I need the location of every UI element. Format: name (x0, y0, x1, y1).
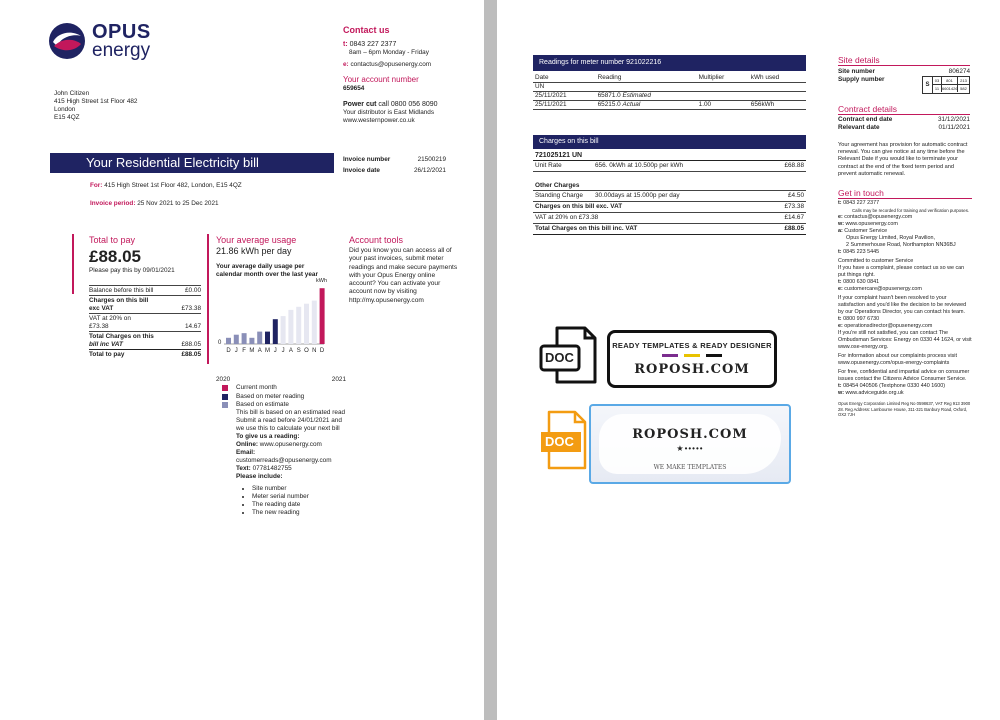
inc-vat-value: £88.05 (784, 225, 804, 232)
col-kwh: kWh used (749, 74, 806, 83)
col-date: Date (533, 74, 596, 83)
touch-line-prefix: e: (838, 214, 845, 220)
usage-years (216, 376, 346, 384)
touch-line (838, 214, 972, 221)
legend-swatch-current (222, 385, 228, 391)
reading-kwh (749, 92, 806, 101)
balance-label: Balance before this bill (89, 287, 154, 294)
year-start: 2020 (216, 376, 231, 383)
doc-label-black: DOC (545, 350, 574, 365)
touch-lines (838, 200, 972, 397)
include-label: Please include: (236, 473, 283, 480)
site-number-row (838, 68, 970, 76)
invoice-date-label: Invoice date (343, 167, 380, 174)
charges-inc-label2: bill inc VAT (89, 341, 123, 348)
touch-line-text: If your complaint hasn't been resolved to your satisfaction and you'd like the decision to be reviewed by our Operations Director, you can contact his team. (838, 295, 967, 315)
total-pay-row (89, 349, 201, 359)
touch-line (838, 221, 972, 228)
charges-meter: 721025121 UN (533, 151, 806, 161)
doc-file-icon-orange (539, 410, 589, 470)
month-tick-label: F (242, 348, 246, 354)
usage-bar (249, 338, 254, 344)
legend-estimate (222, 401, 347, 409)
tools-title: Account tools (349, 235, 404, 245)
online-label: Online: (236, 441, 259, 448)
touch-line (838, 279, 972, 286)
touch-line-text[interactable]: operationsdirector@opusenergy.com (844, 323, 933, 329)
relevant-date-row (838, 124, 970, 132)
supply-number-label: Supply number (838, 76, 885, 83)
usage-bar (242, 333, 247, 344)
period-label: Invoice period: (90, 200, 136, 207)
reads-email-label: Email: (236, 449, 256, 456)
opus-energy-logo (48, 20, 168, 64)
usage-bar (273, 319, 278, 344)
month-tick-label: J (273, 348, 277, 354)
touch-line-text: Committed to customer Service (838, 258, 914, 264)
year-end: 2021 (331, 376, 346, 383)
supply-cell: 11 (933, 85, 942, 92)
period-value: 25 Nov 2021 to 25 Dec 2021 (137, 200, 219, 207)
banner1-title: READY TEMPLATES & READY DESIGNER (612, 341, 772, 350)
readings-meter-row (533, 83, 806, 92)
month-tick-label: D (226, 348, 231, 354)
supply-cell: 6601426 (942, 86, 958, 91)
touch-line-text[interactable]: If you're still not satisfied, you can contact The Ombudsman Services: Energy on 0330 44 1624, or visit www.ose-energy.org. (838, 330, 972, 350)
invoice-period (90, 200, 219, 208)
unit-rate-detail: 656. 0kWh at 10.500p per kWh (595, 162, 684, 169)
supply-number-box (922, 76, 970, 94)
charges-exc-row (89, 295, 201, 313)
include-list (222, 485, 347, 517)
power-cut-label: Power cut (343, 101, 377, 108)
inc-vat-label: Total Charges on this bill inc. VAT (535, 225, 638, 232)
month-tick-label: A (288, 348, 293, 354)
touch-line-prefix: t: (838, 383, 844, 389)
reading-date: 25/11/2021 (533, 101, 596, 110)
usage-bar (257, 332, 262, 344)
usage-bar (281, 316, 286, 344)
chart-unit-label: kWh (316, 278, 327, 284)
reading-kwh: 656kWh (749, 101, 806, 110)
include-item: • Site number (252, 485, 347, 493)
bill-for (90, 182, 242, 190)
total-amount: £88.05 (89, 247, 141, 266)
touch-line-prefix: t: (838, 200, 844, 206)
promo-banner-we-make-templates[interactable] (589, 404, 791, 484)
touch-line-text: 0843 227 2377 (843, 200, 880, 206)
touch-title: Get in touch (838, 188, 972, 199)
touch-line-prefix: w: (838, 390, 846, 396)
supply-s: S (923, 77, 933, 93)
contact-panel (343, 24, 473, 125)
distributor-url[interactable]: www.westernpower.co.uk (343, 117, 415, 124)
vat-label: VAT at 20% on (89, 315, 131, 322)
divider-purple (662, 354, 678, 357)
touch-line (838, 249, 972, 256)
contact-title: Contact us (343, 25, 390, 35)
total-pay-value: £88.05 (181, 351, 201, 358)
touch-line-prefix: a: (838, 228, 845, 234)
usage-title: Your average usage (216, 235, 297, 245)
legend-reading-label: Based on meter reading (236, 393, 305, 400)
relevant-date: 01/11/2021 (938, 124, 970, 131)
usage-bar (296, 307, 301, 344)
unit-rate-row (533, 161, 806, 172)
total-breakdown (89, 285, 201, 359)
table-row (533, 101, 806, 110)
charges-title-bar: Charges on this bill (533, 135, 806, 149)
balance-value: £0.00 (185, 287, 201, 294)
reading-multiplier (697, 92, 749, 101)
legend-swatch-reading (222, 394, 228, 400)
touch-line-text[interactable]: contactus@opusenergy.com (844, 214, 913, 220)
touch-line-text: 2 Summerhouse Road, Northampton NN36BJ (846, 242, 956, 248)
include-item: • The reading date (252, 501, 347, 509)
account-number: 659654 (343, 85, 365, 92)
month-tick-label: N (312, 348, 317, 354)
touch-line-prefix: t: (838, 249, 844, 255)
month-tick-label: J (234, 348, 238, 354)
touch-line (838, 330, 972, 351)
bill-page-1 (0, 0, 484, 720)
touch-line (838, 228, 972, 235)
charges-inc-label: Total Charges on this (89, 333, 154, 340)
banner1-name: ROPOSH.COM (634, 362, 750, 377)
site-number: 806274 (948, 68, 970, 75)
bill-title-bar: Your Residential Electricity bill (50, 153, 334, 173)
reading-type: Estimated (622, 92, 651, 99)
standing-detail: 30.00days at 15.000p per day (595, 192, 680, 199)
month-tick-label: A (257, 348, 262, 354)
divider-yellow (684, 354, 700, 357)
touch-line-text: Opus Energy Limited, Royal Pavilion, (846, 235, 935, 241)
touch-line (838, 353, 972, 367)
customer-address (54, 90, 137, 122)
for-label: For: (90, 182, 103, 189)
vat-value: 14.67 (185, 323, 201, 330)
touch-line (838, 200, 972, 207)
promo-banner-ready-templates[interactable] (607, 330, 777, 388)
contact-phone: 0843 227 2377 (349, 41, 397, 48)
touch-line (838, 286, 972, 293)
reads-email[interactable]: customerreads@opusenergy.com (236, 457, 332, 464)
balance-row (89, 285, 201, 295)
estimate-note: This bill is based on an estimated read Submit a read before 24/01/2021 and we use this to calculate your next bill (236, 409, 346, 432)
usage-legend (222, 384, 347, 517)
usage-bar-chart (216, 272, 328, 356)
vat-charge-label: VAT at 20% on £73.38 (535, 214, 599, 221)
invoice-date: 26/12/2021 (414, 167, 446, 174)
month-tick-label: O (304, 348, 309, 354)
charges-exc-label2: exc VAT (89, 305, 114, 312)
month-tick-label: M (249, 348, 255, 354)
tools-text: Did you know you can access all of your past invoices, submit meter readings and make secure payments with your Opus Energy online account? You can activate your account now by visiting http://my.opusenergy.com (349, 247, 458, 304)
address-line-3: E15 4QZ (54, 114, 80, 121)
contract-text: Your agreement has provision for automatic contract renewal. You can give notice at any time before the Relevant Date if you would like to terminate your contract at the end of the fixed term period and prevent automatic renewal. (838, 142, 968, 177)
contract-details (838, 104, 970, 178)
touch-line (838, 383, 972, 390)
touch-line (838, 390, 972, 397)
touch-line (838, 295, 972, 316)
charges-inc-row (89, 331, 201, 349)
contact-email[interactable]: contactus@opusenergy.com (350, 61, 432, 68)
month-tick-label: S (296, 348, 301, 354)
usage-accent-bar (207, 234, 209, 364)
exc-vat-label: Charges on this bill exc. VAT (535, 203, 623, 210)
table-row (533, 92, 806, 101)
touch-line-text: 0845 223 5445 (843, 249, 880, 255)
touch-line-prefix: t: (838, 316, 844, 322)
legend-reading (222, 393, 347, 401)
touch-line-prefix: t: (838, 279, 844, 285)
legend-current (222, 384, 347, 392)
address-line-2: London (54, 106, 76, 113)
legend-estimate-label: Based on estimate (236, 401, 289, 408)
banner1-dividers (610, 354, 774, 357)
touch-line (838, 369, 972, 383)
reading-type: Actual (622, 101, 641, 108)
touch-line-prefix: e: (838, 323, 845, 329)
readings-table (533, 74, 806, 110)
usage-bar (304, 304, 309, 344)
vat-row (89, 313, 201, 331)
total-pay-label: Total to pay (89, 351, 125, 358)
touch-line (838, 323, 972, 330)
legend-swatch-estimate (222, 402, 228, 408)
banner2-stars: ★••••• (676, 444, 704, 453)
legend-current-label: Current month (236, 384, 277, 391)
customer-name: John Citizen (54, 90, 90, 97)
online-url[interactable]: www.opusenergy.com (259, 441, 322, 448)
vat-charge-value: £14.67 (784, 214, 804, 221)
unit-rate-label: Unit Rate (535, 162, 562, 169)
vat-label2: £73.38 (89, 323, 109, 330)
other-charges-title: Other Charges (533, 182, 806, 191)
give-reading: To give us a reading: (236, 433, 300, 440)
touch-line-text: 0800 630 0841 (843, 279, 880, 285)
standing-row (533, 191, 806, 202)
touch-line-text: For free, confidential and impartial advice on consumer issues contact the Citizens Advice Consumer Service. (838, 369, 970, 382)
touch-line (838, 316, 972, 323)
supply-cell: 03 (933, 77, 942, 84)
for-value: 415 High Street 1st Floor 482, London, E15 4QZ (104, 182, 242, 189)
contract-title: Contract details (838, 104, 970, 115)
touch-line-prefix: w: (838, 221, 846, 227)
touch-line (838, 207, 972, 214)
power-cut-phone: call 0800 056 8090 (378, 101, 438, 108)
usage-bar (226, 338, 231, 344)
touch-line (838, 265, 972, 279)
banner2-tag: WE MAKE TEMPLATES (653, 464, 727, 471)
invoice-meta (343, 156, 446, 175)
bill-page-2 (497, 0, 1000, 720)
touch-line-text: Calls may be recorded for training and verification purposes. (852, 208, 970, 213)
relevant-date-label: Relevant date (838, 124, 880, 131)
col-multiplier: Multiplier (697, 74, 749, 83)
touch-line-text: If you have a complaint, please contact us so we can put things right. (838, 265, 965, 278)
supply-cell: 582 (960, 86, 967, 91)
touch-line-text[interactable]: For information about our complaints process visit www.opusenergy.com/opus-energy-complaints (838, 353, 957, 366)
get-in-touch (838, 188, 972, 418)
account-tools-panel (349, 235, 461, 305)
touch-line-text[interactable]: customercare@opusenergy.com (844, 286, 922, 292)
touch-line-text: 08454 040506 (Textphone 0330 440 1600) (843, 383, 946, 389)
supply-grid (933, 77, 969, 93)
supply-number-row (838, 76, 970, 94)
chart-bars (226, 288, 325, 344)
reading-value: 65215.0 (597, 101, 621, 108)
contact-hours: 8am – 6pm Monday - Friday (349, 49, 429, 56)
supply-cell: 213 (960, 78, 967, 83)
touch-line-prefix: e: (838, 286, 845, 292)
invoice-number: 21500219 (417, 156, 446, 163)
exc-vat-value: £73.38 (784, 203, 804, 210)
month-tick-label: D (319, 348, 325, 354)
usage-bar (265, 332, 270, 344)
chart-zero-label: 0 (218, 340, 222, 346)
logo-line1: OPUS (92, 21, 151, 43)
account-label: Your account number (343, 75, 419, 84)
unit-rate-value: £68.88 (784, 162, 804, 169)
reading-multiplier: 1.00 (697, 101, 749, 110)
readings-title-bar: Readings for meter number 921022216 (533, 55, 806, 71)
readings-header-row (533, 74, 806, 83)
vat-charge-row (533, 213, 806, 224)
site-title: Site details (838, 55, 970, 66)
reading-date: 25/11/2021 (533, 92, 596, 101)
contract-end-row (838, 116, 970, 124)
standing-label: Standing Charge (535, 192, 583, 199)
touch-line (838, 242, 972, 249)
total-title: Total to pay (89, 235, 136, 245)
exc-vat-row (533, 202, 806, 213)
phone-prefix: t: (343, 41, 348, 48)
touch-line-text[interactable]: www.opusenergy.com (845, 221, 898, 227)
charges-exc-label: Charges on this bill (89, 297, 149, 304)
banner2-name: ROPOSH.COM (632, 427, 748, 442)
doc-label-orange: DOC (545, 434, 574, 449)
charges-panel (533, 151, 806, 235)
email-prefix: e: (343, 61, 349, 68)
touch-line (838, 258, 972, 265)
include-item: • The new reading (252, 509, 347, 517)
include-item: • Meter serial number (252, 493, 347, 501)
opus-logo-icon (48, 22, 86, 60)
total-panel (89, 235, 201, 359)
usage-bar (234, 335, 239, 344)
touch-line-text[interactable]: www.adviceguide.org.uk (845, 390, 904, 396)
touch-line-text: 0800 997 6730 (843, 316, 880, 322)
distributor: Your distributor is East Midlands (343, 109, 435, 116)
inc-vat-row (533, 224, 806, 235)
invoice-number-label: Invoice number (343, 156, 391, 163)
usage-bar (320, 288, 325, 344)
meter-code: UN (533, 83, 806, 92)
pay-by: Please pay this by 09/01/2021 (89, 267, 175, 274)
total-accent-bar (72, 234, 74, 294)
touch-line (838, 235, 972, 242)
address-line-1: 415 High Street 1st Floor 482 (54, 98, 138, 105)
logo-line2: energy (92, 40, 151, 61)
site-details (838, 55, 970, 94)
contract-end: 31/12/2021 (938, 116, 970, 123)
charges-inc-value: £88.05 (181, 341, 201, 348)
divider-black (706, 354, 722, 357)
month-tick-label: M (265, 348, 270, 354)
text-number: 07781482755 (252, 465, 292, 472)
standing-value: £4.50 (788, 192, 804, 199)
col-reading: Reading (596, 74, 697, 83)
month-tick-label: J (281, 348, 285, 354)
chart-ticks (226, 348, 325, 354)
text-label: Text: (236, 465, 251, 472)
usage-bar (312, 301, 317, 344)
doc-file-icon-black (539, 326, 597, 386)
site-number-label: Site number (838, 68, 875, 75)
reading-value: 65871.0 (597, 92, 621, 99)
touch-footer: Opus Energy Corporation Limited Reg No 0598637, VAT Reg 913 3900 28. Reg Address: Lambourne House, 311-321 Banbury Road, Oxford, OX2 7JH (838, 401, 971, 417)
contract-end-label: Contract end date (838, 116, 893, 123)
usage-value: 21.86 kWh per day (216, 246, 292, 256)
charges-exc-value: £73.38 (181, 305, 201, 312)
usage-subtitle: Your average daily usage per calendar month over the last year (216, 263, 318, 278)
usage-bar (288, 310, 293, 344)
supply-cell: 801 (942, 77, 958, 84)
touch-line-text: Customer Service (844, 228, 888, 234)
